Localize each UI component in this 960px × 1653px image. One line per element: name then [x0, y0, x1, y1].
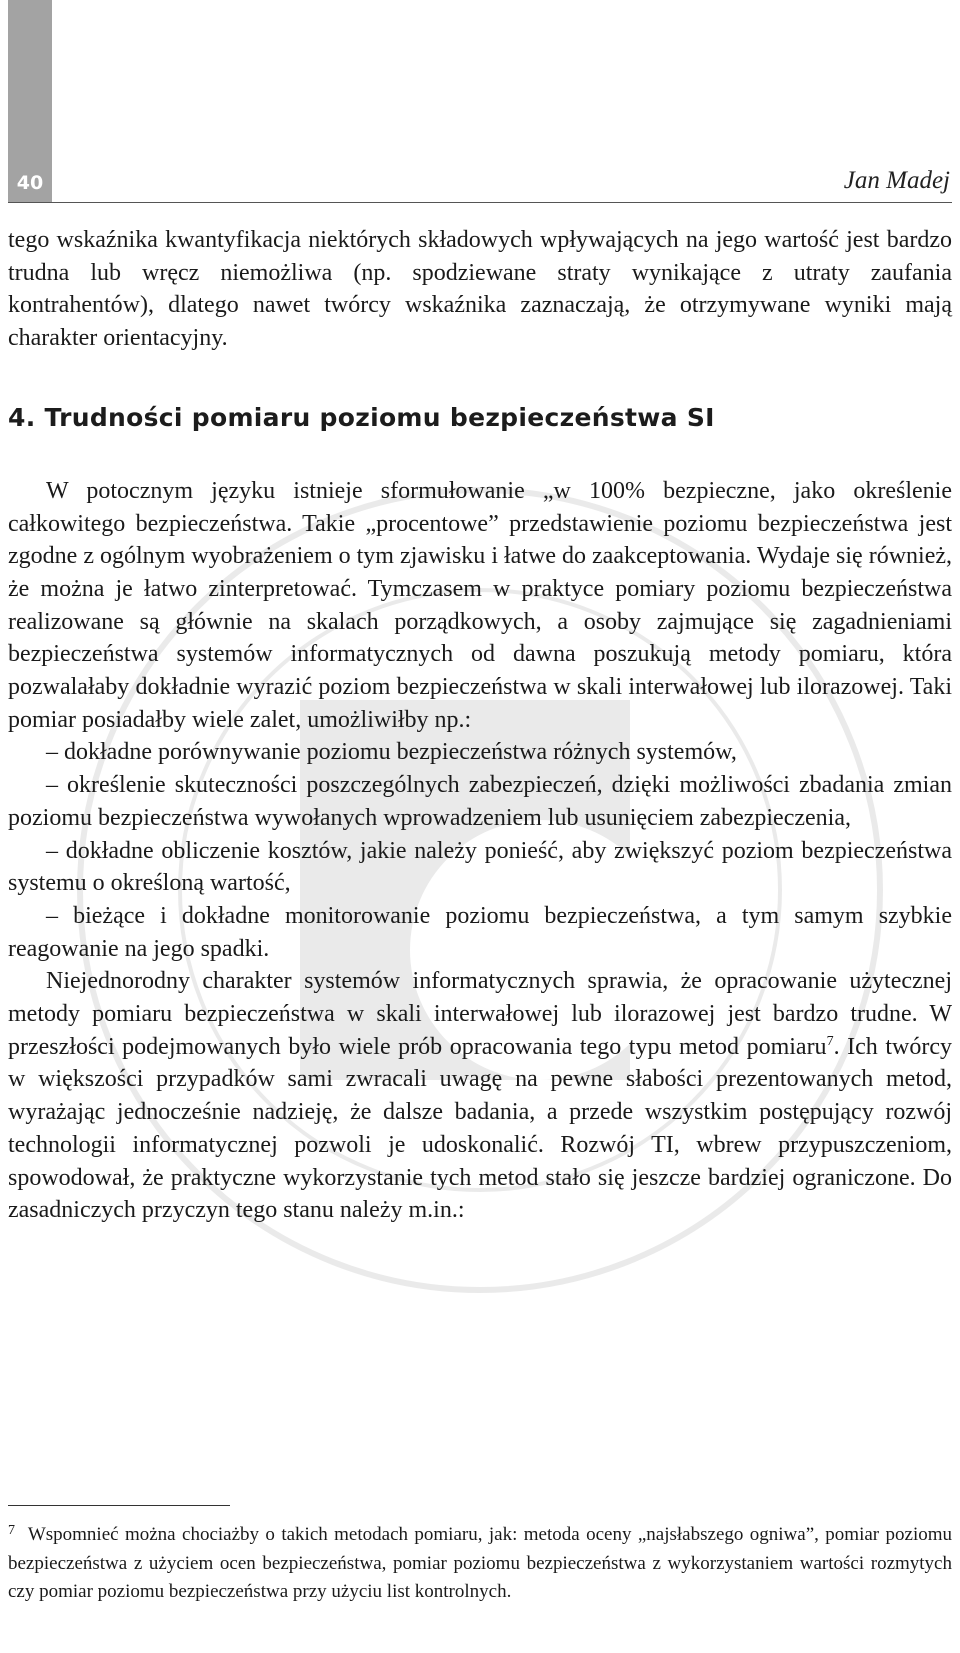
footnote-rule — [8, 1505, 230, 1506]
section-heading: 4. Trudności pomiaru poziomu bezpieczeństwa SI — [8, 402, 715, 432]
footnote-reference[interactable]: 7 — [826, 1033, 834, 1049]
list-item: – dokładne porównywanie poziomu bezpieczeństwa różnych systemów, — [46, 739, 737, 766]
footnote-number: 7 — [8, 1523, 15, 1538]
paragraph-text: . Ich twórcy w większości przypadków sami zwracali uwagę na pewne słabości prezentowanych metod, wyrażając jednocześnie nadzieję, że dalsze badania, a przede wszystkim postępujący rozwój technologii informatycznej pozwoli je udoskonalić. Rozwój TI, wbrew przypuszczeniom, spowodował, że praktyczne wykorzystanie tych metod stało się jeszcze bardziej ograniczone. Do zasadniczych przyczyn tego stanu należy m.in.: — [8, 1033, 952, 1224]
footnote — [8, 1521, 952, 1607]
running-head-author: Jan Madej — [843, 167, 950, 194]
header-rule — [8, 202, 952, 203]
list-item: – określenie skuteczności poszczególnych zabezpieczeń, dzięki możliwości zbadania zmian poziomu bezpieczeństwa wywołanych wprowadzeniem lub usunięciem zabezpieczenia, — [8, 772, 952, 831]
paragraph: W potocznym języku istnieje sformułowanie „w 100% bezpieczne, jako określenie całkowitego bezpieczeństwa. Takie „procentowe” przedstawienie poziomu bezpieczeństwa jest zgodne z ogólnym wyobrażeniem o tym zjawisku i łatwe do zaakceptowania. Wydaje się również, że można je łatwo zinterpretować. Tymczasem w praktyce pomiary poziomu bezpieczeństwa realizowane są głównie na skalach porządkowych, a osoby zajmujące się zagadnieniami bezpieczeństwa systemów informatycznych od dawna poszukują metody pomiaru, która pozwalałaby dokładnie wyrazić poziom bezpieczeństwa w skali interwałowej lub ilorazowej. Taki pomiar posiadałby wiele zalet, umożliwiłby np.: — [8, 477, 952, 733]
page-number: 40 — [16, 172, 44, 194]
paragraph-continued: tego wskaźnika kwantyfikacja niektórych składowych wpływających na jego wartość jest bardzo trudna lub wręcz niemożliwa (np. spodziewane straty wynikające z utraty zaufania kontrahentów), dlatego nawet twórcy wskaźnika zaznaczają, że otrzymywane wyniki mają charakter orientacyjny. — [8, 227, 952, 352]
page-number-tab — [8, 0, 52, 202]
paragraph — [8, 965, 952, 1227]
body-text — [8, 224, 952, 1227]
paragraph-text: Niejednorodny charakter systemów informatycznych sprawia, że opracowanie użytecznej metody pomiaru bezpieczeństwa w skali interwałowej lub ilorazowej jest bardzo trudne. W przeszłości podejmowanych było wiele prób opracowania tego typu metod pomiaru — [8, 968, 952, 1060]
footnote-text: Wspomnieć można chociażby o takich metodach pomiaru, jak: metoda oceny „najsłabszego ogniwa”, pomiar poziomu bezpieczeństwa z użyciem ocen bezpieczeństwa, pomiar poziomu bezpieczeństwa z wykorzystaniem wartości rozmytych czy pomiar poziomu bezpieczeństwa przy użyciu list kontrolnych. — [8, 1524, 952, 1602]
list-item: – dokładne obliczenie kosztów, jakie należy ponieść, aby zwiększyć poziom bezpieczeństwa systemu o określoną wartość, — [8, 837, 952, 897]
list-item: – bieżące i dokładne monitorowanie poziomu bezpieczeństwa, a tym samym szybkie reagowanie na jego spadki. — [8, 902, 952, 962]
